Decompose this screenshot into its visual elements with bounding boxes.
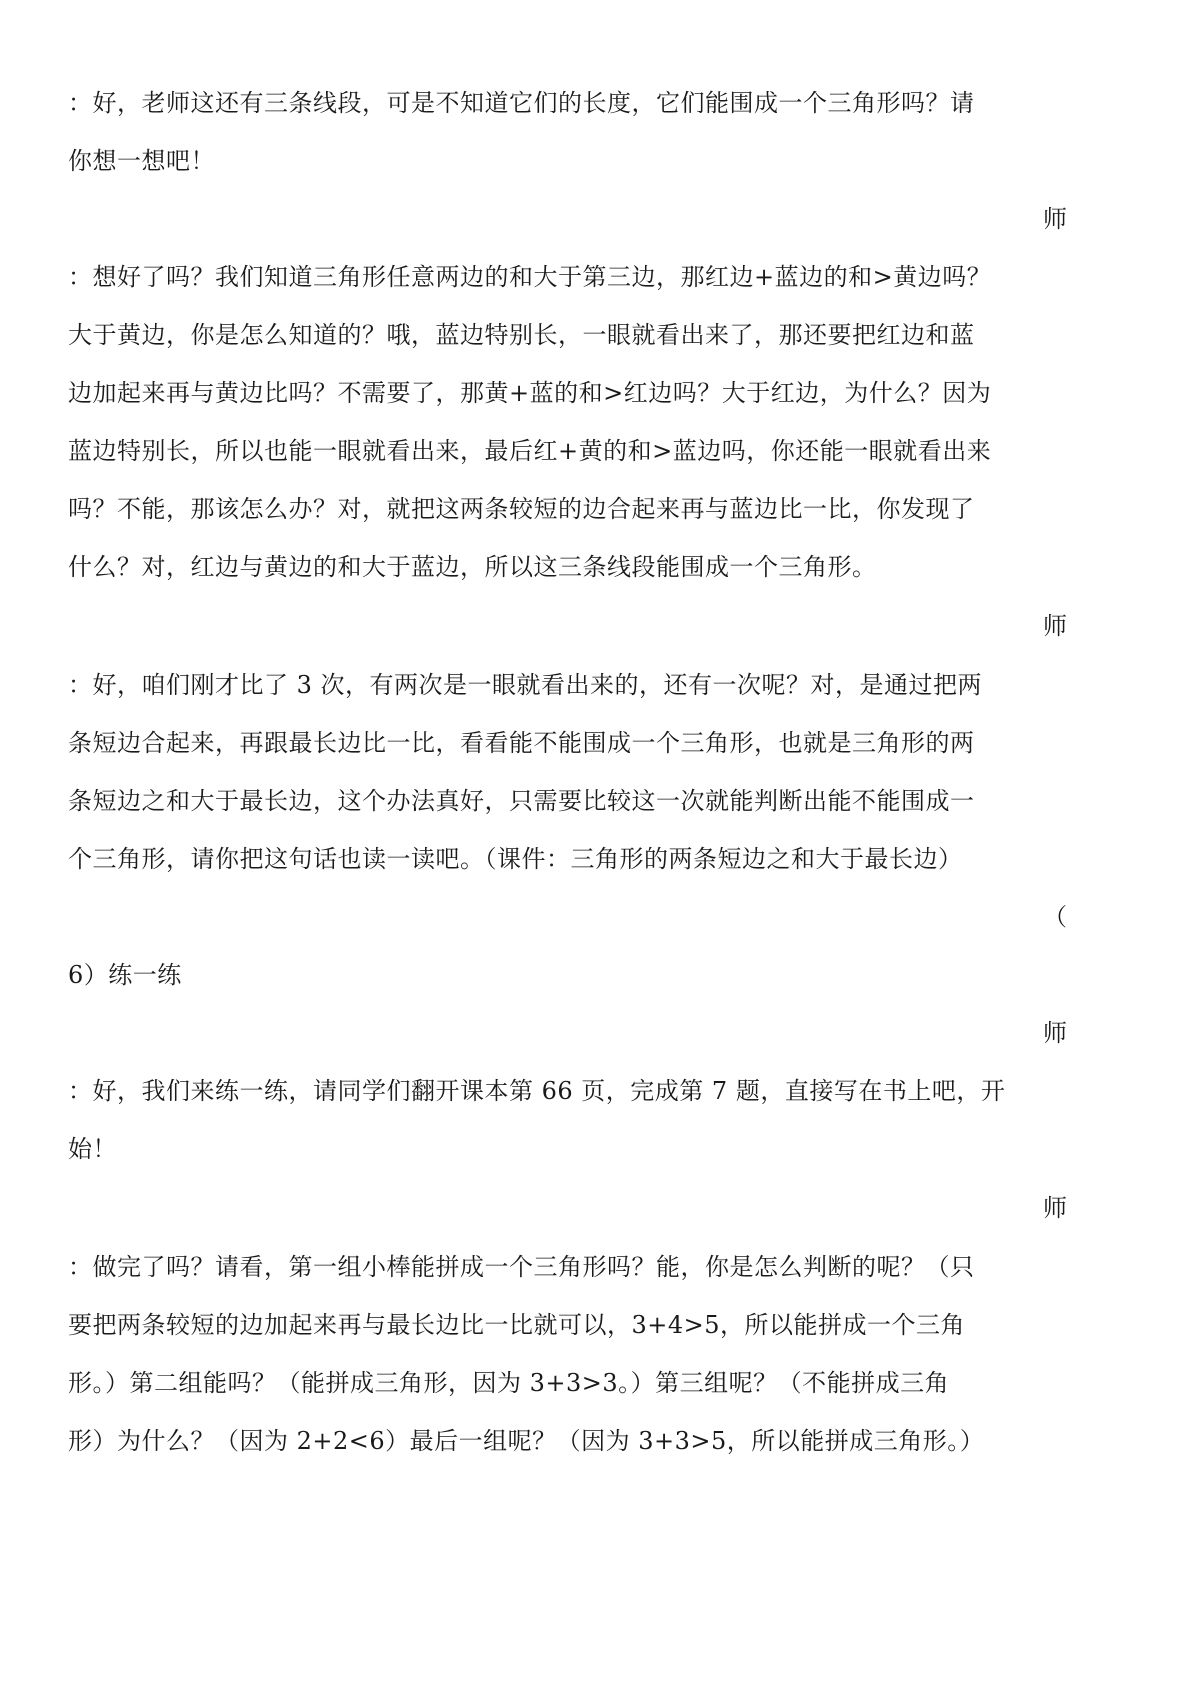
text-line: 大于黄边，你是怎么知道的？哦，蓝边特别长，一眼就看出来了，那还要把红边和蓝 xyxy=(68,321,975,349)
text-line: 什么？对，红边与黄边的和大于蓝边，所以这三条线段能围成一个三角形。 xyxy=(68,553,877,581)
text-line: ：想好了吗？我们知道三角形任意两边的和大于第三边，那红边+蓝边的和>黄边吗？ xyxy=(68,263,992,291)
section-heading: 6）练一练 xyxy=(68,961,182,989)
speaker-label: 师 xyxy=(1043,1019,1067,1047)
text-line: 形）为什么？（因为 2+2<6）最后一组呢？（因为 3+3>5，所以能拼成三角形。） xyxy=(68,1427,985,1455)
text-line: ：做完了吗？请看，第一组小棒能拼成一个三角形吗？能，你是怎么判断的呢？（只 xyxy=(68,1253,975,1281)
text-line: 个三角形，请你把这句话也读一读吧。（课件：三角形的两条短边之和大于最长边） xyxy=(68,845,963,873)
paren-marker: （ xyxy=(1043,903,1067,931)
text-line: 条短边合起来，再跟最长边比一比，看看能不能围成一个三角形，也就是三角形的两 xyxy=(68,729,975,757)
text-line: 边加起来再与黄边比吗？不需要了，那黄+蓝的和>红边吗？大于红边，为什么？因为 xyxy=(68,379,992,407)
text-line: 要把两条较短的边加起来再与最长边比一比就可以，3+4>5，所以能拼成一个三角 xyxy=(68,1311,966,1339)
text-line: ：好，咱们刚才比了 3 次，有两次是一眼就看出来的，还有一次呢？对，是通过把两 xyxy=(68,671,983,699)
speaker-label: 师 xyxy=(1043,205,1067,233)
text-line: ：好，老师这还有三条线段，可是不知道它们的长度，它们能围成一个三角形吗？请 xyxy=(68,89,975,117)
speaker-label: 师 xyxy=(1043,612,1067,640)
text-line: 条短边之和大于最长边，这个办法真好，只需要比较这一次就能判断出能不能围成一 xyxy=(68,787,975,815)
text-line: ：好，我们来练一练，请同学们翻开课本第 66 页，完成第 7 题，直接写在书上吧，开 xyxy=(68,1077,1006,1105)
text-line: 你想一想吧！ xyxy=(68,147,215,175)
speaker-label: 师 xyxy=(1043,1194,1067,1222)
text-line: 蓝边特别长，所以也能一眼就看出来，最后红+黄的和>蓝边吗，你还能一眼就看出来 xyxy=(68,437,992,465)
text-line: 始！ xyxy=(68,1135,117,1163)
text-line: 形。）第二组能吗？（能拼成三角形，因为 3+3>3。）第三组呢？（不能拼成三角 xyxy=(68,1369,950,1397)
text-line: 吗？不能，那该怎么办？对，就把这两条较短的边合起来再与蓝边比一比，你发现了 xyxy=(68,495,975,523)
